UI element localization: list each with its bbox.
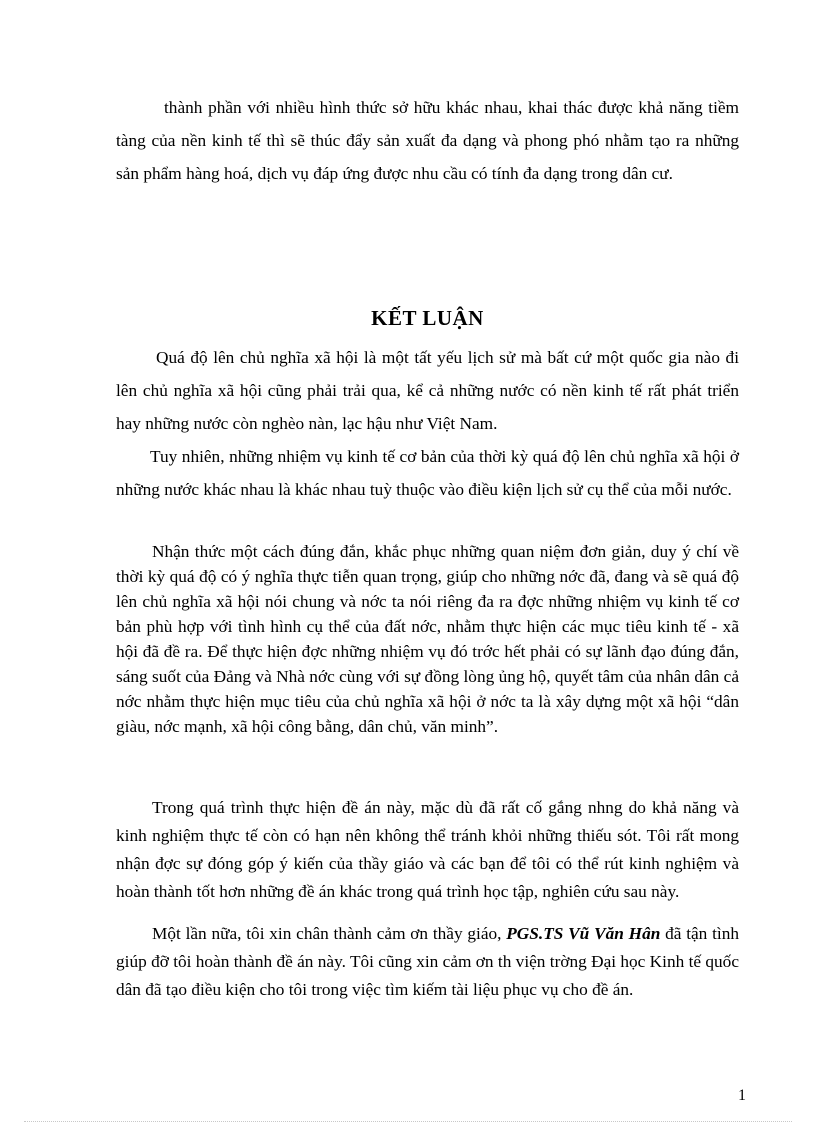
conclusion-heading: KẾT LUẬN	[371, 306, 484, 330]
paragraph-conclusion-3: Nhận thức một cách đúng đắn, khắc phục những quan niệm đơn giản, duy ý chí về thời kỳ quá độ có ý nghĩa thực tiễn quan trọng, giúp cho những nớc đã, đang và sẽ quá độ lên chủ nghĩa xã hội nói chung và nớc ta nói riêng đa ra đợc những nhiệm vụ kinh tế cơ bản phù hợp với tình hình cụ thể của đất nớc, nhằm thực hiện các mục tiêu kinh tế - xã hội đã đề ra. Để thực hiện đợc những nhiệm vụ đó trớc hết phải có sự lãnh đạo đúng đắn, sáng suốt của Đảng và Nhà nớc cùng với sự đồng lòng ủng hộ, quyết tâm của nhân dân cả nớc nhằm thực hiện mục tiêu của chủ nghĩa xã hội ở nớc ta là xây dựng một xã hội “dân giàu, nớc mạnh, xã hội công bằng, dân chủ, văn minh”.	[116, 542, 739, 736]
paragraph-acknowledgement-2	[116, 920, 739, 1004]
page-number: 1	[738, 1087, 746, 1104]
paragraph-acknowledgement-2-lead: Một lần nữa, tôi xin chân thành cảm ơn thầy giáo,	[152, 924, 507, 943]
footer-divider	[24, 1121, 792, 1122]
supervisor-name: PGS.TS Vũ Văn Hân	[506, 924, 661, 943]
paragraph-conclusion-1: Quá độ lên chủ nghĩa xã hội là một tất yếu lịch sử mà bất cứ một quốc gia nào đi lên chủ nghĩa xã hội cũng phải trải qua, kể cả những nước có nền kinh tế rất phát triển hay những nước còn nghèo nàn, lạc hậu như Việt Nam.	[116, 348, 739, 433]
paragraph-acknowledgement-1: Trong quá trình thực hiện đề án này, mặc dù đã rất cố gắng nhng do khả năng và kinh nghiệm thực tế còn có hạn nên không thể tránh khỏi những thiếu sót. Tôi rất mong nhận đợc sự đóng góp ý kiến của thầy giáo và các bạn để tôi có thể rút kinh nghiệm và hoàn thành tốt hơn những đề án khác trong quá trình học tập, nghiên cứu sau này.	[116, 798, 739, 901]
paragraph-conclusion-2: Tuy nhiên, những nhiệm vụ kinh tế cơ bản của thời kỳ quá độ lên chủ nghĩa xã hội ở những nước khác nhau là khác nhau tuỳ thuộc vào điều kiện lịch sử cụ thể của mỗi nước.	[116, 447, 739, 499]
paragraph-acknowledgement-2-tail: đã tận tình giúp đỡ tôi hoàn thành đề án này. Tôi cũng xin cảm ơn th viện trờng Đại học Kinh tế quốc dân đã tạo điều kiện cho tôi trong việc tìm kiếm tài liệu phục vụ cho đề án.	[116, 924, 739, 999]
paragraph-intro-continuation: thành phần với nhiều hình thức sở hữu khác nhau, khai thác được khả năng tiềm tàng của nền kinh tế thì sẽ thúc đẩy sản xuất đa dạng và phong phó nhằm tạo ra những sản phẩm hàng hoá, dịch vụ đáp ứng được nhu cầu có tính đa dạng trong dân cư.	[116, 98, 739, 183]
